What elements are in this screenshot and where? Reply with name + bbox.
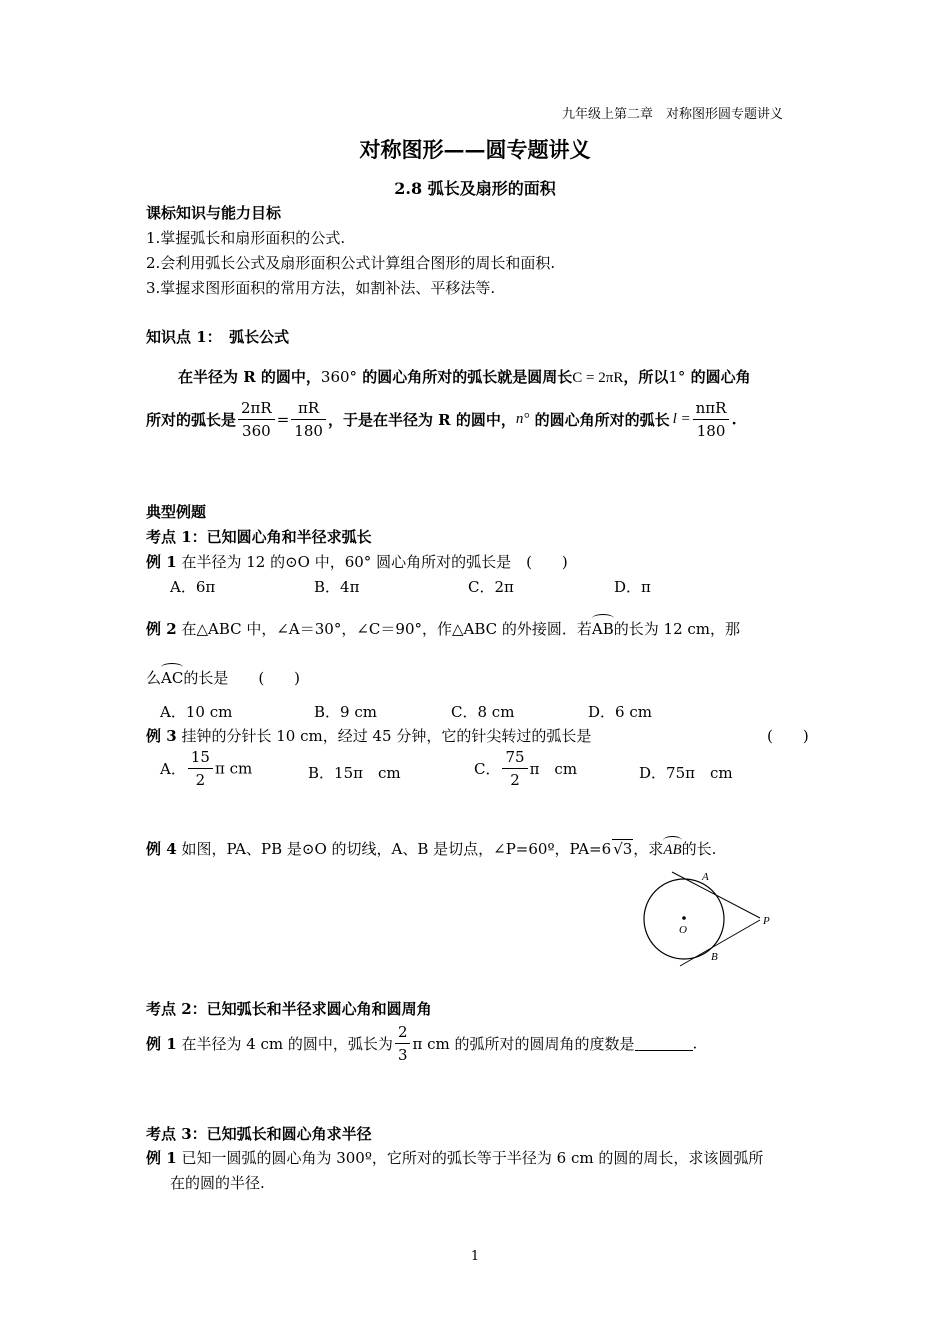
example-2-line-2: 么AC的长是 ( ) [146, 665, 300, 688]
arc-formula-line-2: 所对的弧长是 $\frac{2\pi R}{360}$ = $\frac{\pi R}{180}$ ，于是在半径为 R 的圆中，n° 的圆心角所对的弧长 l = $\frac{\text{nπR}}{180}$ . [146, 399, 737, 440]
option-b: B．15π cm [308, 764, 401, 782]
label-o: O [679, 924, 687, 936]
fraction-15-over-2: $\frac{15}{2}$ [188, 746, 213, 791]
fraction-2piR-over-360: $\frac{2\pi R}{360}$ [238, 397, 275, 442]
arc-AC: AC [161, 665, 183, 687]
label-b: B [711, 951, 718, 963]
center-dot [682, 916, 686, 920]
tangent-figure [630, 866, 780, 972]
fraction-npiR-over-180: $\frac{\text{nπR}}{180}$ [693, 397, 730, 442]
tangent-line-pb [680, 920, 760, 966]
page-title: 对称图形——圆专题讲义 [359, 137, 591, 162]
option-d: D．75π cm [639, 764, 733, 782]
kaodian-3-example-1: 例 1 已知一圆弧的圆心角为 300º，它所对的弧长等于半径为 6 cm 的圆的周长，求该圆弧所 [146, 1149, 764, 1167]
kaodian-2-example-1: 例 1 在半径为 4 cm 的圆中，弧长为 $\frac{2}{3}$ π cm 的弧所对的圆周角的度数是 . [146, 1023, 698, 1064]
kaodian-3-example-1-cont: 在的圆的半径. [170, 1174, 265, 1192]
label-p: P [763, 915, 770, 927]
kaodian-2-heading: 考点 2：已知弧长和半径求圆心角和圆周角 [146, 1000, 432, 1018]
arc-formula-line-1: 在半径为 R 的圆中，360° 的圆心角所对的弧长就是圆周长C = 2πR，所以1° 的圆心角 [178, 368, 751, 386]
kaodian-1-heading: 考点 1：已知圆心角和半径求弧长 [146, 528, 372, 546]
goal-item: 3.掌握求图形面积的常用方法，如割补法、平移法等. [146, 279, 496, 297]
example-4: 例 4 如图，PA、PB 是⊙O 的切线，A、B 是切点，∠P=60º，PA=6 √3，求AB的长. [146, 840, 717, 858]
option-a: A．10 cm [160, 703, 233, 721]
arc-AB: AB [592, 616, 614, 638]
fraction-piR-over-180: $\frac{\pi R}{180}$ [291, 397, 326, 442]
fraction-2-over-3: $\frac{2}{3}$ [395, 1021, 411, 1066]
option-a: A．6π [170, 578, 216, 596]
option-c: C．2π [468, 578, 514, 596]
option-b: B．9 cm [314, 703, 377, 721]
answer-blank [635, 1036, 693, 1051]
option-c: C．8 cm [451, 703, 515, 721]
goal-item: 2.会利用弧长公式及扇形面积公式计算组合图形的周长和面积. [146, 254, 556, 272]
example-1: 例 1 在半径为 12 的⊙O 中，60° 圆心角所对的弧长是 ( ) [146, 553, 568, 571]
label-a: A [702, 871, 709, 883]
goal-item: 1.掌握弧长和扇形面积的公式. [146, 229, 346, 247]
answer-paren: ( ) [767, 727, 809, 745]
option-c: C． $\frac{75}{2}$ π cm [474, 748, 578, 789]
section-subtitle: 2.8 弧长及扇形的面积 [394, 179, 556, 198]
example-2-line-1: 例 2 在△ABC 中，∠A＝30°，∠C＝90°，作△ABC 的外接圆．若AB的长为 12 cm，那 [146, 616, 740, 639]
examples-heading: 典型例题 [146, 503, 207, 521]
page-number: 1 [470, 1249, 480, 1264]
sqrt-3: √3 [613, 840, 633, 858]
kaodian-3-heading: 考点 3：已知弧长和圆心角求半径 [146, 1125, 372, 1143]
goals-heading: 课标知识与能力目标 [146, 204, 282, 222]
arc-AB: AB [663, 838, 681, 859]
tangent-line-pa [672, 872, 760, 918]
fraction-75-over-2: $\frac{75}{2}$ [502, 746, 527, 791]
circumference-formula: C = 2πR [572, 370, 624, 386]
option-b: B．4π [314, 578, 360, 596]
option-d: D．6 cm [588, 703, 652, 721]
example-3: 例 3 挂钟的分针长 10 cm，经过 45 分钟，它的针尖转过的弧长是 [146, 727, 592, 745]
option-d: D．π [614, 578, 651, 596]
knowledge-heading: 知识点 1： 弧长公式 [146, 328, 290, 346]
option-a: A． $\frac{15}{2}$ π cm [160, 748, 253, 789]
running-header: 九年级上第二章 对称图形圆专题讲义 [562, 107, 784, 122]
